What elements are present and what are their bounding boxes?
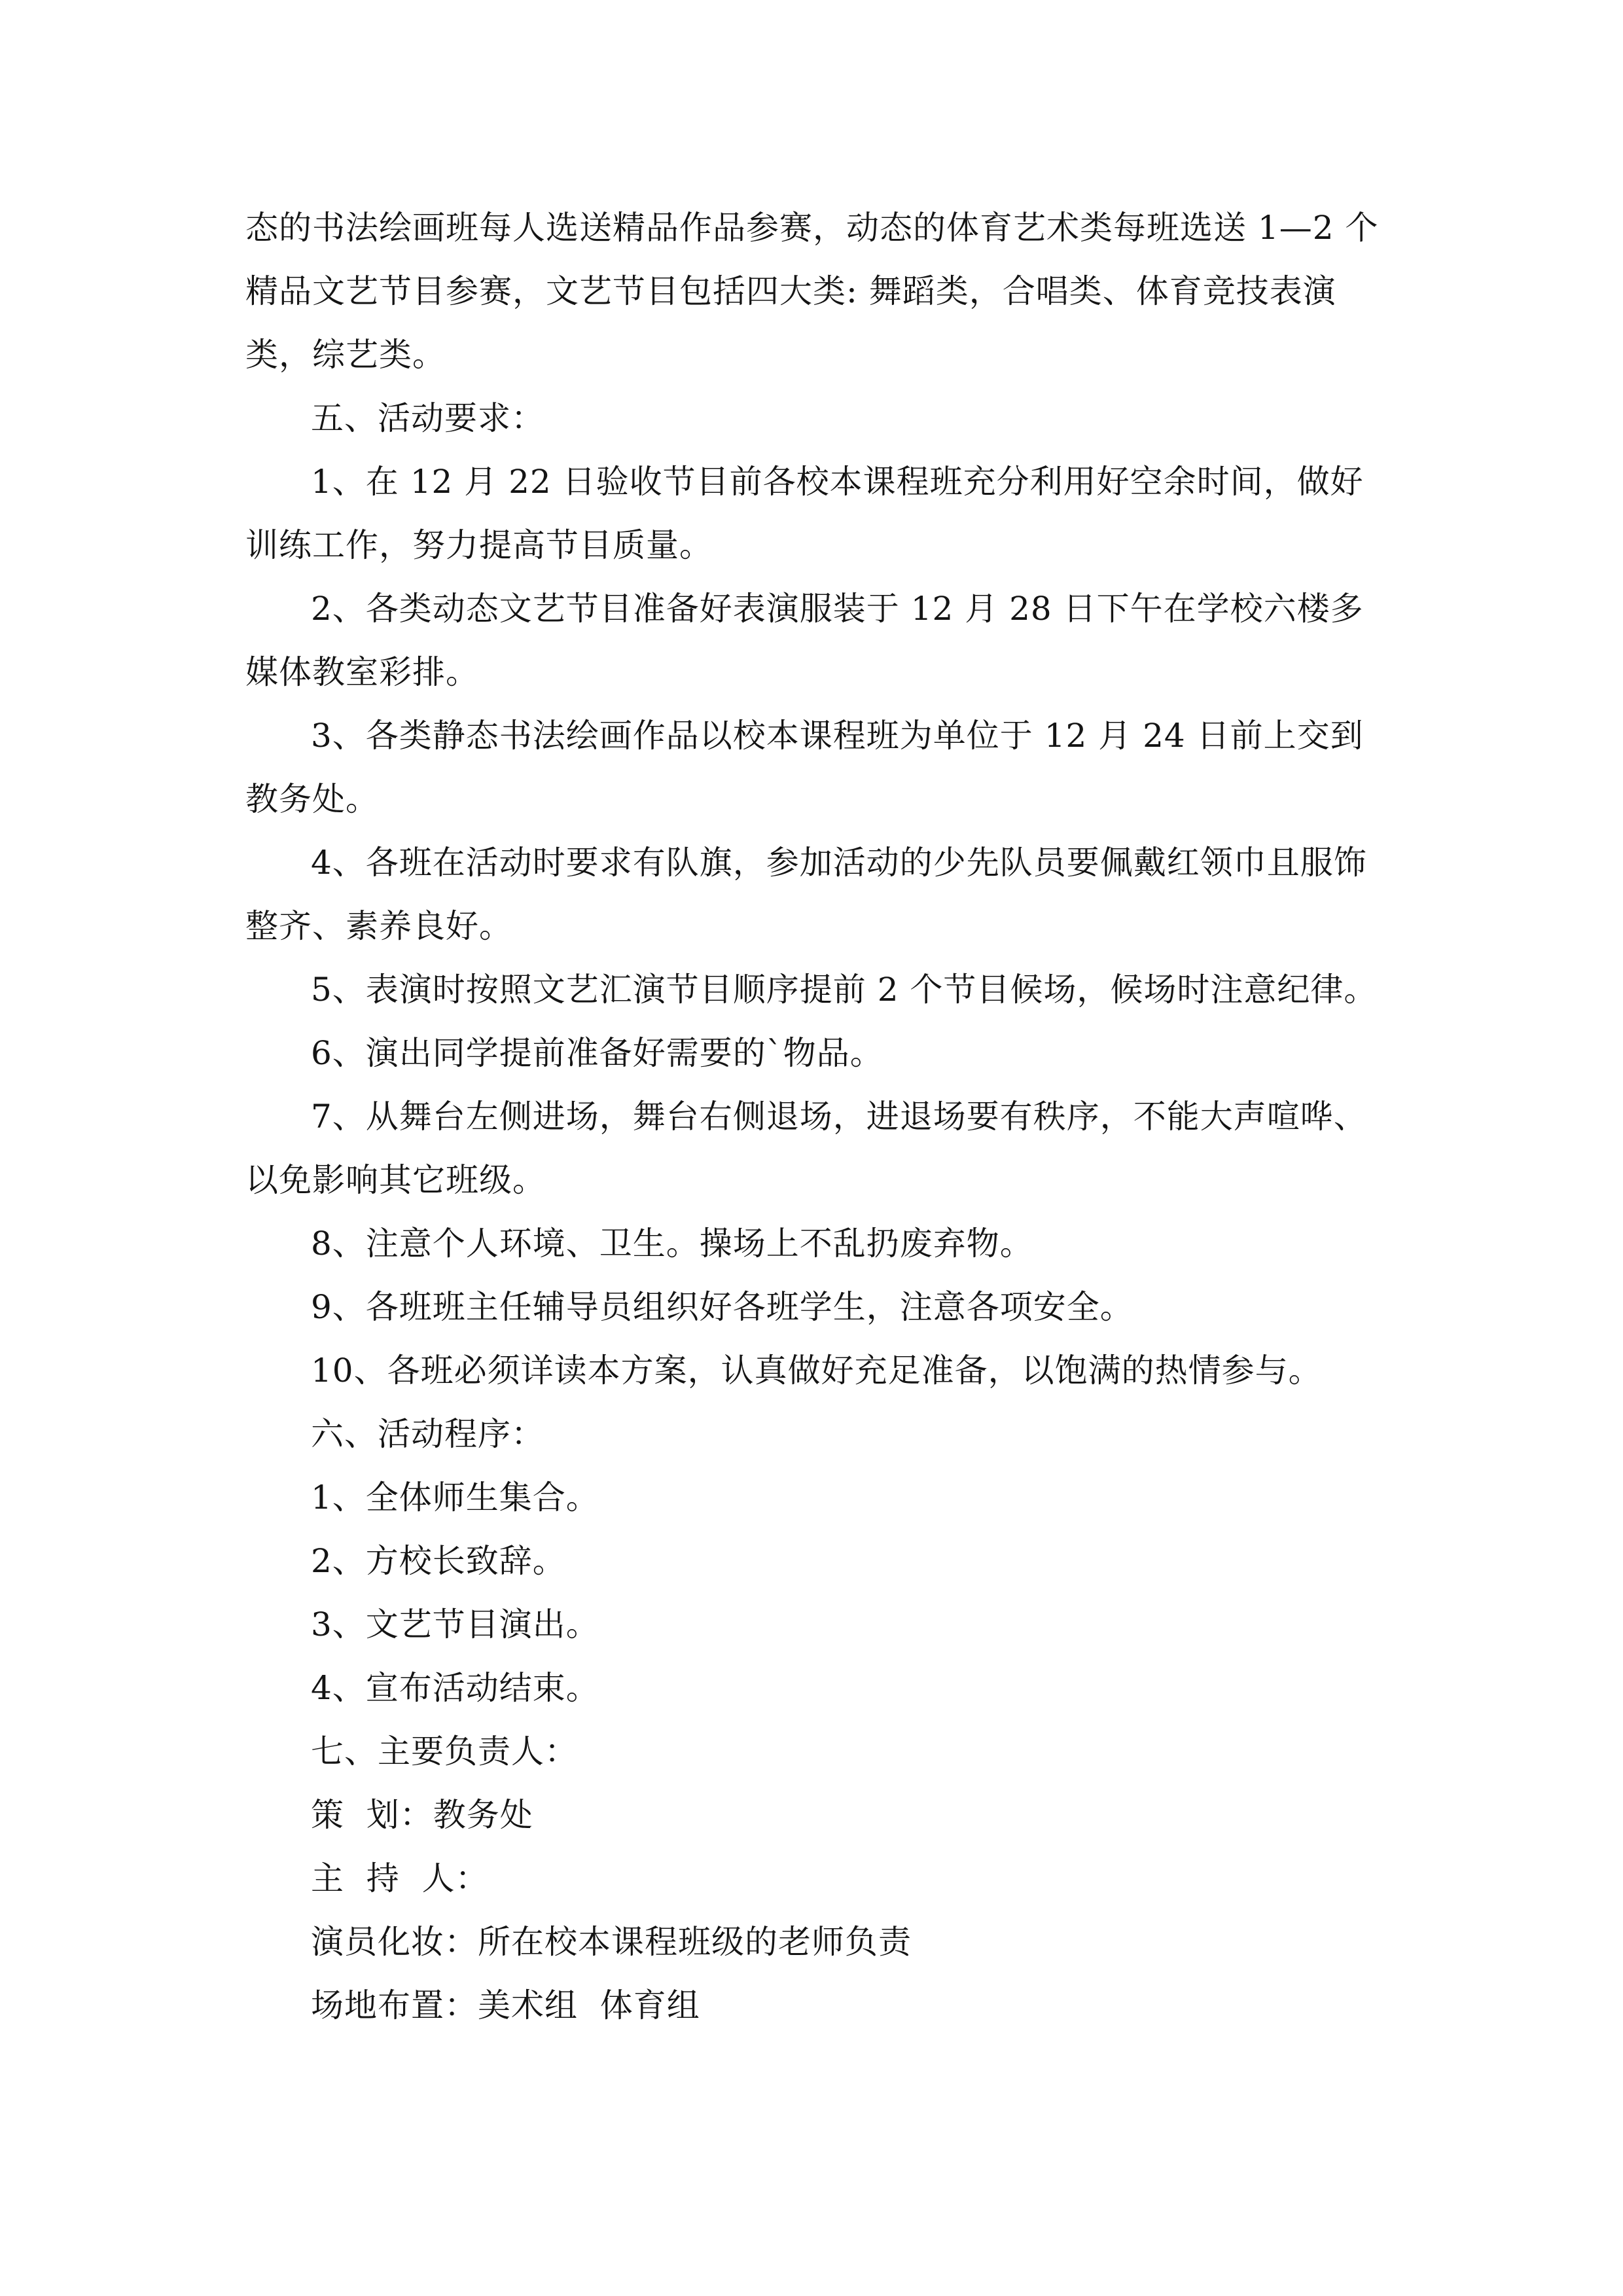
responsible-planning: 策 划：教务处: [311, 1796, 533, 1834]
requirement-item-7: 7、从舞台左侧进场，舞台右侧退场，进退场要有秩序，不能大声喧哗、以免影响其它班级。: [245, 1098, 1367, 1199]
procedure-item-4: 4、宣布活动结束。: [311, 1669, 599, 1707]
requirement-item-6: 6、演出同学提前准备好需要的`物品。: [311, 1034, 883, 1072]
requirement-item-8: 8、注意个人环境、卫生。操场上不乱扔废弃物。: [311, 1225, 1033, 1263]
section-heading-requirements: 五、活动要求：: [311, 399, 544, 437]
requirement-item-5: 5、表演时按照文艺汇演节目顺序提前 2 个节目候场，候场时注意纪律。: [311, 971, 1378, 1009]
document-body: [245, 196, 1381, 2037]
paragraph-continuation: 态的书法绘画班每人选送精品作品参赛，动态的体育艺术类每班选送 1—2 个精品文艺节目参赛，文艺节目包括四大类: 舞蹈类，合唱类、体育竞技表演类，综艺类。: [245, 209, 1379, 374]
procedure-item-3: 3、文艺节目演出。: [311, 1605, 599, 1643]
responsible-host: 主 持 人：: [311, 1859, 489, 1897]
responsible-makeup: 演员化妆：所在校本课程班级的老师负责: [311, 1923, 912, 1961]
requirement-item-2: 2、各类动态文艺节目准备好表演服装于 12 月 28 日下午在学校六楼多媒体教室彩排。: [245, 590, 1364, 691]
procedure-item-1: 1、全体师生集合。: [311, 1479, 599, 1516]
requirement-item-1: 1、在 12 月 22 日验收节目前各校本课程班充分利用好空余时间，做好训练工作，努力提高节目质量。: [245, 463, 1364, 564]
requirement-item-3: 3、各类静态书法绘画作品以校本课程班为单位于 12 月 24 日前上交到教务处。: [245, 717, 1364, 818]
section-heading-responsible: 七、主要负责人：: [311, 1732, 578, 1770]
procedure-item-2: 2、方校长致辞。: [311, 1542, 566, 1580]
responsible-venue: 场地布置：美术组 体育组: [311, 1986, 700, 2024]
requirement-item-10: 10、各班必须详读本方案，认真做好充足准备，以饱满的热情参与。: [311, 1352, 1322, 1390]
requirement-item-9: 9、各班班主任辅导员组织好各班学生，注意各项安全。: [311, 1288, 1133, 1326]
requirement-item-4: 4、各班在活动时要求有队旗，参加活动的少先队员要佩戴红领巾且服饰整齐、素养良好。: [245, 844, 1367, 945]
section-heading-procedure: 六、活动程序：: [311, 1415, 544, 1453]
